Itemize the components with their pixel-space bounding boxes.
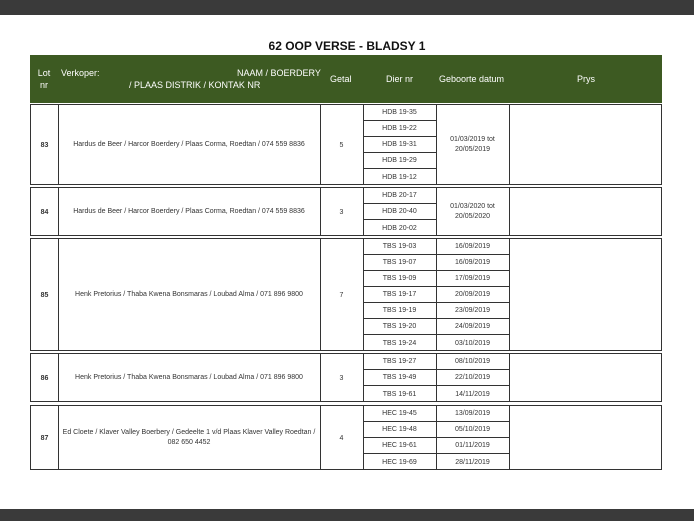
animal-number: HEC 19-45	[363, 406, 436, 422]
column-divider	[58, 354, 59, 401]
birth-date: 05/10/2019	[436, 422, 509, 438]
seller-info: Henk Pretorius / Thaba Kwena Bonsmaras / Loubad Alma / 071 896 9800	[75, 291, 303, 298]
column-divider	[58, 188, 59, 235]
birth-date: 16/09/2019	[436, 239, 509, 255]
table-header	[30, 55, 662, 103]
lot-number: 86	[40, 374, 49, 382]
animal-number: TBS 19-19	[363, 303, 436, 319]
birth-date: 13/09/2019	[436, 406, 509, 422]
top-bar	[0, 0, 694, 15]
animal-number: HDB 19-29	[363, 153, 436, 169]
animal-number: TBS 19-61	[382, 390, 417, 398]
animal-count: 4	[339, 434, 344, 442]
animal-number: TBS 19-07	[363, 255, 436, 271]
animal-number: TBS 19-27	[363, 354, 436, 370]
header-lot: Lot nr	[37, 68, 51, 90]
animal-number: HEC 19-48	[363, 422, 436, 438]
animal-number: TBS 19-03	[363, 239, 436, 255]
birth-date: 01/11/2019	[436, 438, 509, 454]
price-cell[interactable]	[510, 239, 661, 351]
animal-count: 5	[339, 141, 344, 149]
price-cell[interactable]	[510, 406, 661, 470]
header-verkoper: Verkoper:	[61, 68, 100, 78]
lot-block	[30, 104, 662, 185]
seller-info: Ed Cloete / Klaver Valley Boerbery / Gedeelte 1 v/d Plaas Klaver Valley Roedtan / 082 650 4452	[62, 429, 316, 446]
animal-number: HEC 19-69	[382, 458, 417, 466]
lot-block	[30, 187, 662, 236]
seller-info: Hardus de Beer / Harcor Boerdery / Plaas Corma, Roedtan / 074 559 8836	[73, 141, 305, 148]
animal-number: HDB 20-40	[363, 204, 436, 220]
animal-number: HDB 19-31	[363, 137, 436, 153]
animal-number: TBS 19-20	[363, 319, 436, 335]
document-page	[0, 15, 694, 509]
header-naam: NAAM / BOERDERY	[237, 68, 321, 78]
birth-date: 03/10/2019	[454, 339, 491, 347]
price-cell[interactable]	[510, 105, 661, 185]
column-divider	[58, 239, 59, 350]
animal-count: 3	[339, 374, 344, 382]
animal-number: TBS 19-49	[363, 370, 436, 386]
birth-date: 24/09/2019	[436, 319, 509, 335]
lot-block	[30, 353, 662, 402]
animal-number: HDB 20-17	[363, 188, 436, 204]
animal-number: TBS 19-09	[363, 271, 436, 287]
column-divider	[58, 105, 59, 184]
header-plaas: / PLAAS DISTRIK / KONTAK NR	[129, 80, 261, 90]
lot-number: 85	[40, 291, 49, 299]
lot-block	[30, 405, 662, 470]
page-title: 62 OOP VERSE - BLADSY 1	[268, 39, 426, 53]
header-getal: Getal	[330, 74, 352, 84]
header-prys: Prys	[577, 74, 595, 84]
seller-info: Hardus de Beer / Harcor Boerdery / Plaas Corma, Roedtan / 074 559 8836	[73, 208, 305, 215]
lot-number: 84	[40, 208, 49, 216]
birth-date: 20/09/2019	[436, 287, 509, 303]
animal-number: TBS 19-17	[363, 287, 436, 303]
lot-number: 87	[40, 434, 49, 442]
lot-number: 83	[40, 141, 49, 149]
bottom-bar	[0, 509, 694, 521]
birth-date: 23/09/2019	[436, 303, 509, 319]
animal-number: HDB 19-22	[363, 121, 436, 137]
birth-date: 17/09/2019	[436, 271, 509, 287]
animal-number: HEC 19-61	[363, 438, 436, 454]
header-geboorte: Geboorte datum	[439, 74, 505, 84]
animal-number: HDB 20-02	[382, 224, 417, 232]
lot-block	[30, 238, 662, 351]
birth-date: 14/11/2019	[455, 390, 490, 398]
birth-date: 16/09/2019	[436, 255, 509, 271]
seller-info: Henk Pretorius / Thaba Kwena Bonsmaras / Loubad Alma / 071 896 9800	[75, 374, 303, 381]
animal-number: TBS 19-24	[382, 339, 417, 347]
animal-count: 7	[339, 291, 344, 299]
animal-number: HDB 19-12	[382, 173, 417, 181]
birth-date-range: 01/03/2020 tot 20/05/2020	[450, 203, 495, 220]
price-cell[interactable]	[510, 354, 661, 402]
header-dier: Dier nr	[386, 74, 414, 84]
animal-count: 3	[339, 208, 344, 216]
birth-date: 22/10/2019	[436, 370, 509, 386]
birth-date: 08/10/2019	[436, 354, 509, 370]
animal-number: HDB 19-35	[363, 105, 436, 121]
column-divider	[58, 406, 59, 469]
birth-date: 28/11/2019	[455, 458, 490, 466]
birth-date-range: 01/03/2019 tot 20/05/2019	[450, 136, 495, 153]
price-cell[interactable]	[510, 188, 661, 236]
